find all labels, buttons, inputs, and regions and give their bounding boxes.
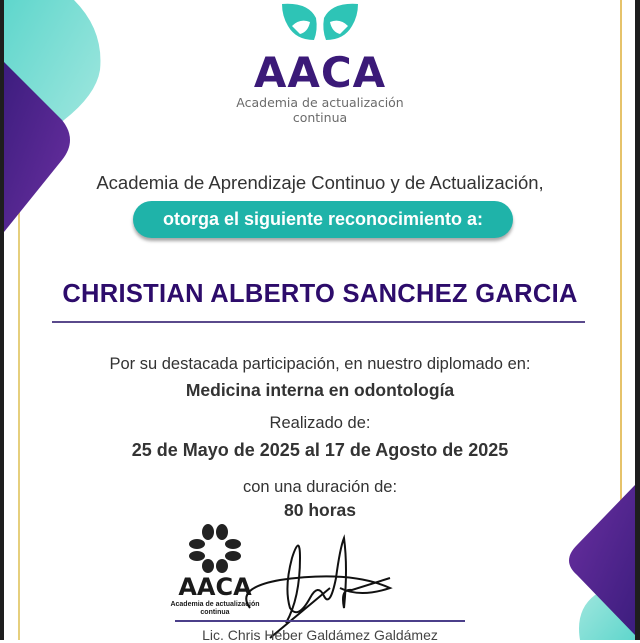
seal-subtitle-line1: Academia de actualización xyxy=(170,601,260,608)
butterfly-logo-icon xyxy=(278,0,362,42)
course-name: Medicina interna en odontología xyxy=(185,380,455,400)
brand-subtitle xyxy=(200,95,440,125)
brand-subtitle-line1: Academia de actualización xyxy=(236,95,404,110)
period-label: Realizado de: xyxy=(269,414,371,432)
signature-line xyxy=(175,620,465,622)
seal-subtitle-line2: continua xyxy=(200,609,230,616)
seal-brand: AACA xyxy=(178,573,252,601)
signature-icon xyxy=(240,528,400,640)
right-screen-edge xyxy=(635,0,640,640)
issuer-text: Academia de Aprendizaje Continuo y de Actualización, xyxy=(96,172,544,193)
award-statement-text: otorga el siguiente reconocimiento a: xyxy=(162,209,484,229)
recipient-name: CHRISTIAN ALBERTO SANCHEZ GARCIA xyxy=(62,280,578,308)
course-duration: 80 horas xyxy=(284,500,356,520)
duration-label: con una duración de: xyxy=(242,478,398,496)
brand-subtitle-line2: continua xyxy=(292,110,348,125)
signer-name: Lic. Chris Heber Galdámez Galdámez xyxy=(202,627,438,643)
course-period: 25 de Mayo de 2025 al 17 de Agosto de 2025 xyxy=(131,440,509,460)
award-statement-banner xyxy=(133,201,513,238)
decorative-shape-top-left xyxy=(4,0,104,240)
brand-name: AACA xyxy=(253,48,387,97)
participation-text: Por su destacada participación, en nuestro diplomado en: xyxy=(109,355,531,373)
name-underline xyxy=(52,321,585,323)
